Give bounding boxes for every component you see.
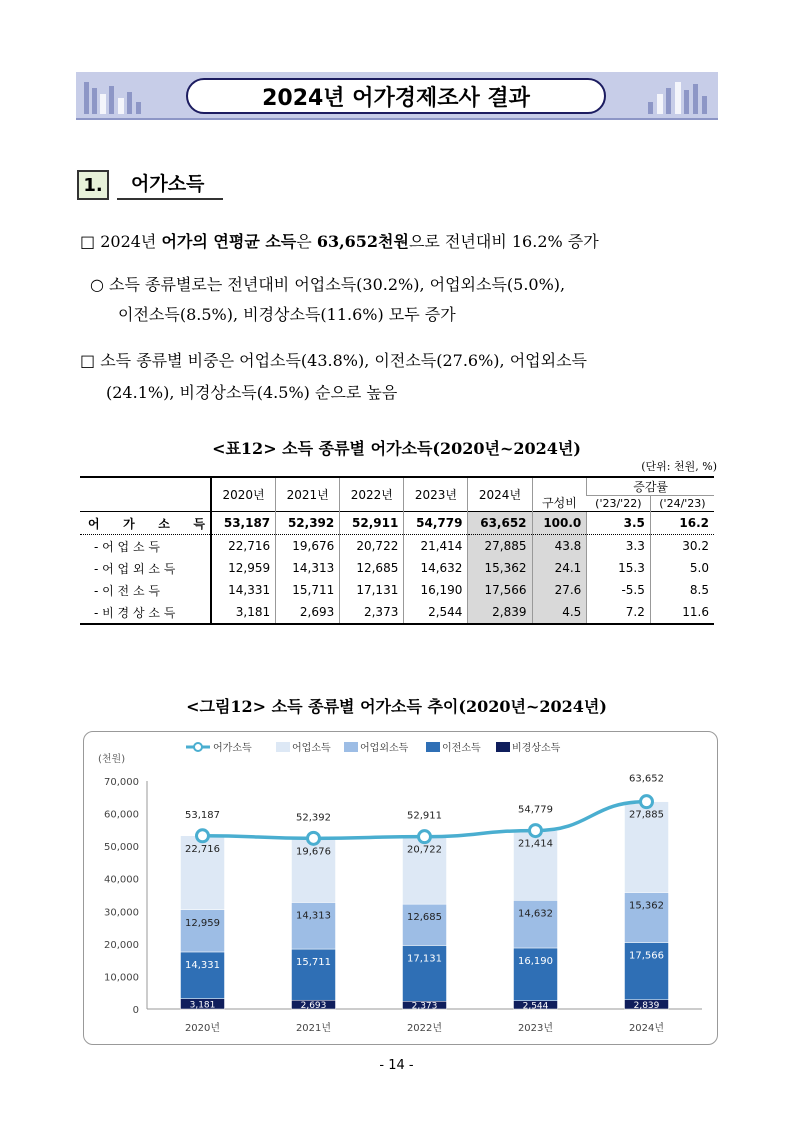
section-title: 어가소득 [117,170,223,200]
line-point [197,830,209,842]
year-header: 2021년 [276,477,340,512]
bar-graphic-left-icon [82,78,152,116]
x-tick-label: 2022년 [406,1023,443,1034]
cell: 30.2 [650,535,714,558]
bar-segment [181,952,225,999]
row-label: 어 가 소 득 [80,512,211,535]
cell: 2,373 [340,601,404,624]
data-label: 20,722 [407,844,442,856]
chart-container [83,731,718,1045]
row-label: - 이 전 소 득 [80,579,211,601]
line-point [308,832,320,844]
cell: 3.5 [587,512,651,535]
legend-label: 어업소득 [292,743,331,754]
share-header: 구성비 [532,477,587,512]
data-label: 2,839 [633,1000,660,1011]
cell: 100.0 [532,512,587,535]
y-tick-label: 70,000 [104,777,139,788]
y-tick-label: 40,000 [104,874,139,886]
section-number: 1. [77,170,109,200]
data-label: 22,716 [185,843,220,855]
page-number: - 14 - [379,1058,414,1073]
y-tick-label: 10,000 [104,972,139,984]
bar-segment [292,902,336,949]
banner-title: 2024년 어가경제조사 결과 [186,78,606,114]
line-data-label: 52,392 [296,812,331,824]
cell: 43.8 [532,535,587,558]
cell: 15,711 [276,579,340,601]
cell: 22,716 [211,535,276,558]
data-label: 16,190 [518,955,553,967]
year-header: 2020년 [211,477,276,512]
change-subheader: ('24/'23) [650,496,714,512]
line-point [419,831,431,843]
y-tick-label: 0 [132,1005,139,1016]
cell: 2,693 [276,601,340,624]
data-label: 3,181 [189,1000,216,1011]
cell: 53,187 [211,512,276,535]
table-corner [80,477,211,512]
cell: 52,911 [340,512,404,535]
y-tick-label: 30,000 [104,907,139,919]
cell: 12,685 [340,557,404,579]
data-label: 15,711 [296,957,331,969]
cell: 19,676 [276,535,340,558]
cell: 16,190 [404,579,468,601]
cell: 24.1 [532,557,587,579]
bar-graphic-right-icon [642,78,712,116]
year-header: 2024년 [468,477,532,512]
cell: 17,131 [340,579,404,601]
x-tick-label: 2021년 [295,1023,332,1034]
cell: -5.5 [587,579,651,601]
cell: 27.6 [532,579,587,601]
y-axis-label: (천원) [98,754,126,765]
cell: 63,652 [468,512,532,535]
line-data-label: 53,187 [185,809,220,821]
legend-label: 이전소득 [442,743,481,754]
y-tick-label: 50,000 [104,842,139,854]
paragraph-growth-line2: 이전소득(8.5%), 비경상소득(11.6%) 모두 증가 [118,305,456,324]
figure-title: <그림12> 소득 종류별 어가소득 추이(2020년~2024년) [186,697,607,716]
cell: 52,392 [276,512,340,535]
title-banner [76,72,718,120]
line-data-label: 52,911 [407,810,442,822]
table-unit: (단위: 천원, %) [641,460,717,473]
cell: 17,566 [468,579,532,601]
data-label: 14,331 [185,959,220,971]
data-label: 27,885 [629,809,664,821]
cell: 7.2 [587,601,651,624]
data-label: 21,414 [518,838,553,850]
cell: 15.3 [587,557,651,579]
data-label: 14,632 [518,908,553,920]
table-row [80,601,714,624]
paragraph-share-line2: (24.1%), 비경상소득(4.5%) 순으로 높음 [106,383,398,402]
table-row [80,512,714,535]
legend-label: 비경상소득 [512,743,561,754]
legend-swatch [426,742,440,752]
x-tick-label: 2023년 [517,1023,554,1034]
table-row [80,557,714,579]
cell: 14,331 [211,579,276,601]
cell: 14,313 [276,557,340,579]
legend-label: 어가소득 [213,743,252,754]
data-label: 17,566 [629,950,664,962]
bar-segment [181,910,225,952]
paragraph-share-line1: □ 소득 종류별 비중은 어업소득(43.8%), 이전소득(27.6%), 어업외소득 [80,351,588,370]
data-label: 2,693 [300,1001,327,1012]
paragraph-summary: □ 2024년 어가의 연평균 소득은 63,652천원으로 전년대비 16.2% 증가 [80,232,599,251]
data-label: 14,313 [296,910,331,922]
cell: 3,181 [211,601,276,624]
cell: 2,839 [468,601,532,624]
cell: 20,722 [340,535,404,558]
y-tick-label: 20,000 [104,939,139,951]
cell: 21,414 [404,535,468,558]
change-header: 증감률 [587,477,714,496]
table-row [80,579,714,601]
row-label: - 어 업 소 득 [80,535,211,558]
table-row [80,535,714,558]
bar-segment [403,904,447,945]
data-label: 17,131 [407,953,442,965]
cell: 11.6 [650,601,714,624]
data-label: 19,676 [296,846,331,858]
line-point [641,796,653,808]
legend-swatch [344,742,358,752]
cell: 27,885 [468,535,532,558]
cell: 14,632 [404,557,468,579]
line-data-label: 63,652 [629,773,664,785]
legend-label: 어업외소득 [360,743,409,754]
change-subheader: ('23/'22) [587,496,651,512]
x-tick-label: 2020년 [184,1023,221,1034]
income-table [80,476,714,625]
stacked-bar-chart [84,732,717,1044]
cell: 8.5 [650,579,714,601]
data-label: 15,362 [629,900,664,912]
data-label: 2,544 [522,1001,549,1012]
data-label: 2,373 [411,1001,438,1012]
year-header: 2023년 [404,477,468,512]
cell: 16.2 [650,512,714,535]
row-label: - 어 업 외 소 득 [80,557,211,579]
data-label: 12,959 [185,917,220,929]
cell: 3.3 [587,535,651,558]
cell: 5.0 [650,557,714,579]
line-point [530,825,542,837]
cell: 15,362 [468,557,532,579]
year-header: 2022년 [340,477,404,512]
data-label: 12,685 [407,912,442,924]
paragraph-growth-line1: ○ 소득 종류별로는 전년대비 어업소득(30.2%), 어업외소득(5.0%), [90,275,566,294]
legend-swatch [496,742,510,752]
line-data-label: 54,779 [518,804,553,816]
cell: 54,779 [404,512,468,535]
x-tick-label: 2024년 [628,1023,665,1034]
row-label: - 비 경 상 소 득 [80,601,211,624]
legend-line-marker [194,743,202,751]
cell: 4.5 [532,601,587,624]
legend-swatch [276,742,290,752]
cell: 2,544 [404,601,468,624]
y-tick-label: 60,000 [104,809,139,821]
cell: 12,959 [211,557,276,579]
table-title: <표12> 소득 종류별 어가소득(2020년~2024년) [212,439,581,458]
